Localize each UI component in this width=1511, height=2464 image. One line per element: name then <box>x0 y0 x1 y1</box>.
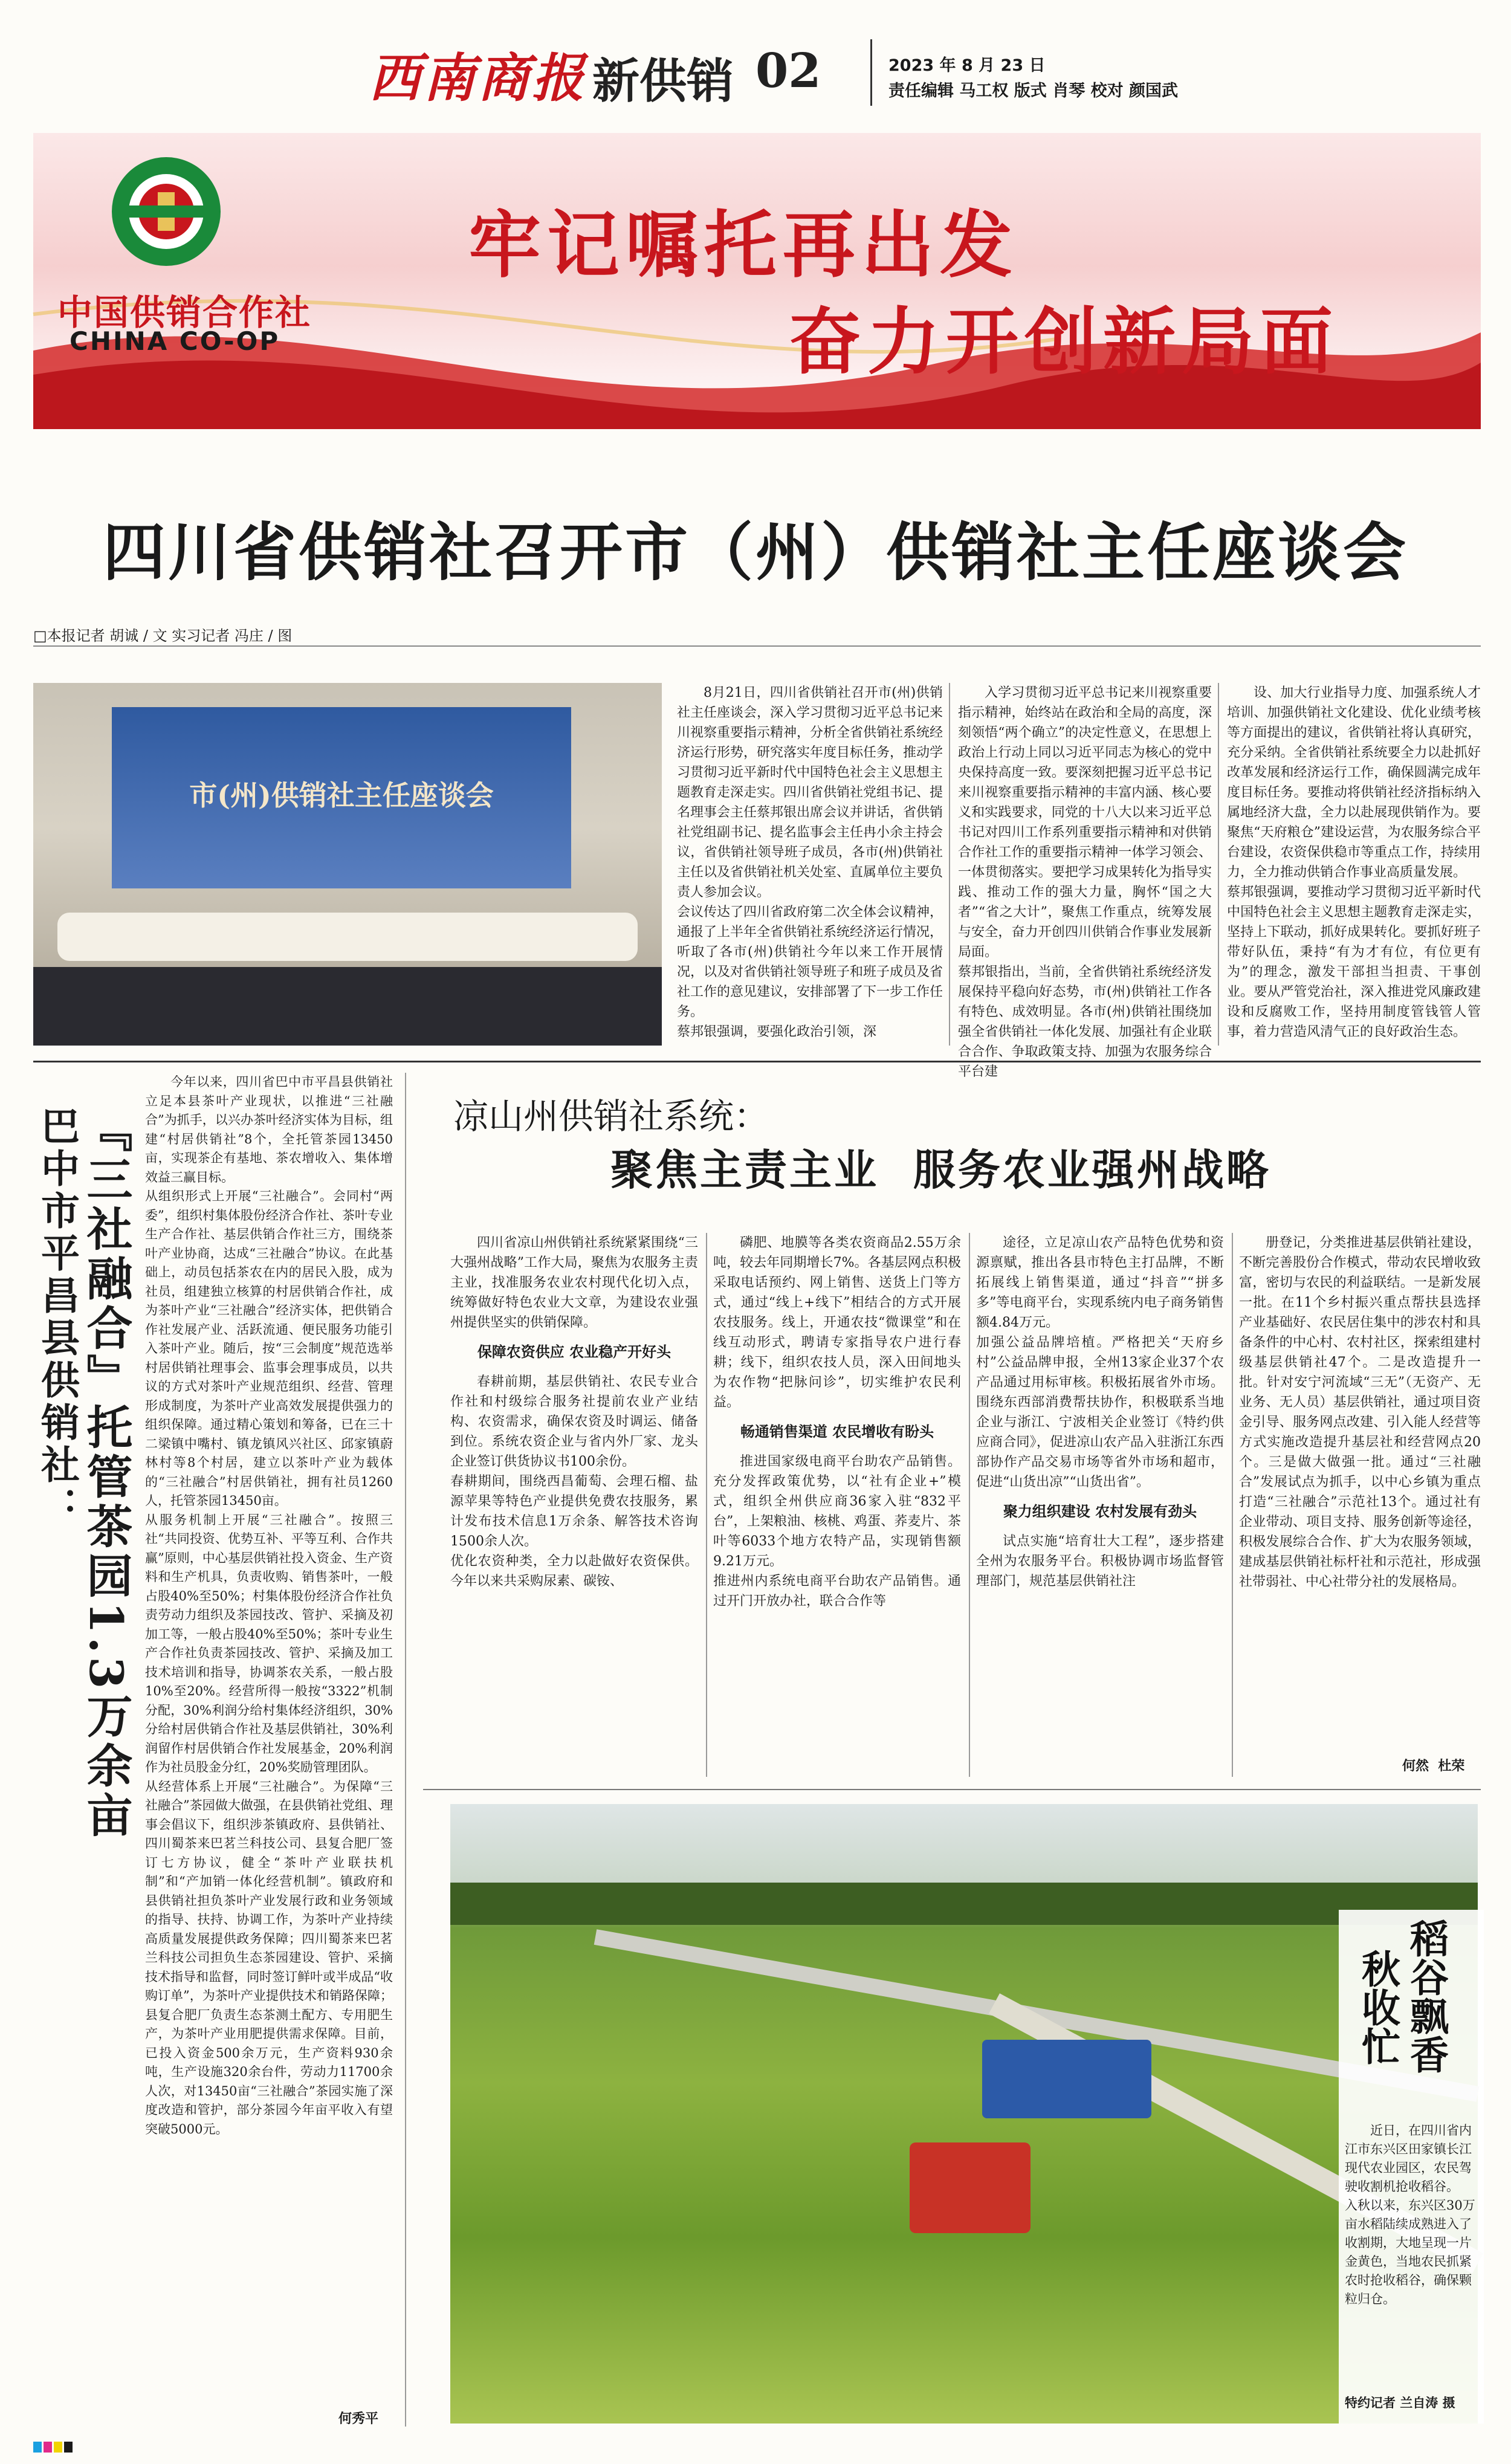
article3-col1-lead: 四川省凉山州供销社系统紧紧围绕“三大强州战略”工作大局，聚焦为农服务主责主业，找准服务农业农村现代化切入点，统筹做好特色农业大文章，为建设农业强州提供坚实的供销保障。 <box>450 1235 698 1330</box>
article3-col1-rest: 春耕前期，基层供销社、农民专业合作社和村级综合服务社提前农业产业结构、农资需求，确保农资及时调运、储备到位。系统农资企业与省内外厂家、龙头企业签订供货协议书100余份。 春耕期间，围绕西昌葡萄、会理石榴、盐源苹果等特色产业提供免费农技服务，累计发布技术信息1万余条、解答技术咨询1500余人次。 优化农资种类，全力以赴做好农资保供。今年以来共采购尿素、碳铵、 <box>450 1374 698 1589</box>
article3-subhead-2: 畅通销售渠道 农民增收有盼头 <box>740 1423 934 1440</box>
photo-story-author: 特约记者 兰自涛 摄 <box>1345 2396 1455 2410</box>
section-name: 新供销 <box>592 54 734 109</box>
article3-subhead-1: 保障农资供应 农业稳产开好头 <box>477 1344 671 1360</box>
divider <box>949 683 950 1046</box>
color-mark-magenta <box>44 2442 52 2453</box>
logo-english: CHINA CO-OP <box>70 326 280 356</box>
harvest-photo <box>450 1804 1478 2424</box>
color-mark-cyan <box>33 2442 42 2453</box>
photo-story-title-b: 秋收忙 <box>1355 1949 1400 2065</box>
color-mark-yellow <box>54 2442 62 2453</box>
banner <box>33 133 1481 429</box>
article1-photo <box>33 683 662 1046</box>
vertical-divider <box>870 39 872 106</box>
rule <box>33 645 1481 647</box>
photo-story-title-a: 稻谷飘香 <box>1403 1919 1449 2074</box>
photo-road <box>450 1804 1478 2424</box>
page-number: 02 <box>756 44 821 99</box>
photo-table-front <box>33 967 662 1046</box>
editors: 责任编辑 马工权 版式 肖琴 校对 颜国武 <box>888 82 1178 100</box>
masthead <box>0 0 1511 121</box>
photo-screen-caption: 市(州)供销社主任座谈会 <box>189 779 494 812</box>
article3-col4: 册登记，分类推进基层供销社建设，不断完善股份合作模式，带动农民增收致富，密切与农民的利益联结。一是新发展一批。在11个乡村振兴重点帮扶县选择产业基础好、农民居住集中的涉农村和具备条件的中心村、农村社区，探索组建村级基层供销社47个。二是改造提升一批。针对安宁河流域“三无”（无资产、无业务、无人员）基层供销社，通过项目资金引导、服务网点改建、引入能人经营等方式实施改造提升基层社和经营网点20个。三是做大做强一批。通过“三社融合”发展试点为抓手，以中心乡镇为重点打造“三社融合”示范社13个。通过社有企业带动、项目支持、服务创新等途径，积极发展综合合作、扩大为农服务领域，建成基层供销社标杆社和示范社，形成强社带弱社、中心社带分社的发展格局。 <box>1239 1235 1481 1589</box>
color-mark-black <box>64 2442 73 2453</box>
photo-story-text: 近日，在四川省内江市东兴区田家镇长江现代农业园区，农民驾驶收割机抢收稻谷。 入秋以来，东兴区30万亩水稻陆续成熟进入了收割期，大地呈现一片金黄色，当地农民抓紧农时抢收稻谷，确保颗粒归仓。 <box>1345 2123 1475 2306</box>
slogan-line-2: 奋力开创新局面 <box>789 299 1339 384</box>
divider <box>706 1233 707 1777</box>
photo-harvester <box>910 2142 1031 2233</box>
article3-col2-lead: 磷肥、地膜等各类农资商品2.55万余吨，较去年同期增长7%。各基层网点积极采取电话预约、网上销售、送货上门等方式，通过“线上+线下”相结合的方式开展农技服务。线上，开通农技“微课堂”和在线互动形式，聘请专家指导农户进行春耕；线下，组织农技人员，深入田间地头为农作物“把脉问诊”，切实维护农民利益。 <box>713 1235 961 1410</box>
article3-col3 <box>976 1233 1224 1777</box>
logo-chinese: 中国供销合作社 <box>57 292 312 333</box>
photo-table <box>57 913 638 961</box>
article1-col2: 入学习贯彻习近平总书记来川视察重要指示精神，始终站在政治和全局的高度，深刻领悟“两个确立”的决定性意义，在思想上政治上行动上同以习近平同志为核心的党中央保持高度一致。要深刻把握习近平总书记来川视察重要指示精神的丰富内涵、核心要义和实践要求，同党的十八大以来习近平总书记对四川工作系列重要指示精神和对供销合作社工作的重要指示精神一体学习领会、一体贯彻落实。要把学习成果转化为指导实践、推动工作的强大力量，胸怀“国之大者”“省之大计”，聚焦工作重点，统筹发展与安全，奋力开创四川供销合作事业发展新局面。 蔡邦银指出，当前，全省供销社系统经济发展保持平稳向好态势，市(州)供销社工作各有特色、成效明显。各市(州)供销社围绕加强全省供销社一体化发展、加强社有企业联合合作、争取政策支持、加强为农服务综合平台建 <box>958 685 1212 1079</box>
divider <box>1218 683 1219 1046</box>
article3-author: 何然 杜荣 <box>1402 1759 1465 1774</box>
divider <box>1232 1233 1233 1777</box>
issue-date: 2023 年 8 月 23 日 <box>888 56 1046 75</box>
article2-kicker: 巴中市平昌县供销社： <box>34 1106 80 1529</box>
article2-text: 今年以来，四川省巴中市平昌县供销社立足本县茶叶产业现状，以推进“三社融合”为抓手，以兴办茶叶经济实体为目标，组建“村居供销社”8个，全托管茶园13450亩，实现茶企有基地、茶农增收入、集体增效益三赢目标。 从组织形式上开展“三社融合”。会同村“两委”，组织村集体股份经济合作社、茶叶专业生产合作社、基层供销合作社三方，围绕茶叶产业协商，达成“三社融合”协议。在此基础上，动员包括茶农在内的居民入股，成为社员，组建独立核算的村居供销合作社，成为茶叶产业“三社融合”经济实体，把供销合作社发展产业、活跃流通、便民服务功能引入茶叶产业。随后，按“三会制度”规范选举村居供销社理事会、监事会理事成员，以共议的方式对茶叶产业规范组织、经营、管理形成制度，为茶叶产业高效发展提供强力的组织保障。通过精心策划和筹备，已在三十二梁镇中嘴村、镇龙镇风兴社区、邱家镇蔚林村等8个村居，建立以茶叶产业为载体的“三社融合”村居供销社，拥有社员1260人，托管茶园13450亩。 从服务机制上开展“三社融合”。按照三社“共同投资、优势互补、平等互利、合作共赢”原则，中心基层供销社投入资金、生产资料和生产机具，负责收购、销售茶叶，一般占股40%至50%；村集体股份经济合作社负责劳动力组织及茶园技改、管护、采摘及初加工等，一般占股40%至50%；茶叶专业生产合作社负责茶园技改、管护、采摘及加工技术培训和指导，协调茶农关系，一般占股10%至20%。经营所得一般按“3322”机制分配，30%利润分给村集体经济组织，30%分给村居供销合作社及基层供销社，30%利润留作村居供销合作社发展基金，20%利润作为社员股金分红，20%奖励管理团队。 从经营体系上开展“三社融合”。为保障“三社融合”茶园做大做强，在县供销社党组、理事会倡议下，组织涉茶镇政府、县供销社、四川蜀茶来巴茗兰科技公司、县复合肥厂签订七方协议，健全“茶叶产业联扶机制”和“产加销一体化经营机制”。镇政府和县供销社担负茶叶产业发展行政和业务领域的指导、扶持、协调工作，为茶叶产业持续高质量发展提供政务保障；四川蜀茶来巴茗兰科技公司担负生态茶园建设、管护、采摘技术指导和监督，同时签订鲜叶或半成品“收购订单”，为茶叶产业提供技术和销路保障；县复合肥厂负责生态茶测土配方、专用肥生产，为茶叶产业用肥提供需求保障。目前，已投入资金500余万元，生产资料930余吨，生产设施320余台件，劳动力11700余人次，对13450亩“三社融合”茶园实施了深度改造和管护，部分茶园今年亩平收入有望突破5000元。 <box>145 1075 393 2136</box>
article1-col1: 8月21日，四川省供销社召开市(州)供销社主任座谈会，深入学习贯彻习近平总书记来川视察重要指示精神，分析全省供销社系统经济运行形势，研究落实年度目标任务，推动学习贯彻习近平新时代中国特色社会主义思想主题教育走深走实。四川省供销社党组书记、提名理事会主任蔡邦银出席会议并讲话，省供销社党组副书记、提名监事会主任冉小余主持会议，省供销社领导班子成员，各市(州)供销社主任以及省供销社机关处室、直属单位主要负责人参加会议。 会议传达了四川省政府第二次全体会议精神，通报了上半年全省供销社系统经济运行情况，听取了各市(州)供销社今年以来工作开展情况，以及对省供销社领导班子和班子成员及省社工作的意见建议，安排部署了下一步工作任务。 蔡邦银强调，要强化政治引领，深 <box>677 685 943 1040</box>
article3-col2 <box>713 1233 961 1777</box>
article3-col3-lead: 途径，立足凉山农产品特色优势和资源禀赋，推出各县市特色主打品牌，不断拓展线上销售渠道，通过“抖音”“拼多多”等电商平台，实现系统内电子商务销售额4.84万元。 加强公益品牌培植。严格把关“天府乡村”公益品牌申报，全州13家企业37个农产品通过用标审核。积极拓展省外市场。围绕东西部消费帮扶协作，积极联系当地企业与浙江、宁波相关企业签订《特约供应商合同》，促进凉山农产品入驻浙江东西部协作产品交易市场等省外市场和超市，促进“山货出凉”“山货出省”。 <box>976 1235 1224 1490</box>
divider <box>969 1233 970 1777</box>
article1-col3: 设、加大行业指导力度、加强系统人才培训、加强供销社文化建设、优化业绩考核等方面提出的建议，省供销社将认真研究，充分采纳。全省供销社系统要全力以赴抓好改革发展和经济运行工作，确保圆满完成年度目标任务。要推动将供销社经济指标纳入属地经济大盘，全力以赴展现供销作为。要聚焦“天府粮仓”建设运营，为农服务综合平台建设，农资保供稳市等重点工作，持续用力，全力推动供销合作事业高质量发展。 蔡邦银强调，要推动学习贯彻习近平新时代中国特色社会主义思想主题教育走深走实，坚持上下联动，抓好成果转化。要抓好班子带好队伍，秉持“有为才有位，有位更有为”的理念，激发干部担当担责、干事创业。要从严管党治社，深入推进党风廉政建设和反腐败工作，坚持用制度管钱管人管事，着力营造风清气正的良好政治生态。 <box>1227 685 1481 1040</box>
article3-title-line2: 聚焦主责主业 服务农业强州战略 <box>610 1145 1271 1195</box>
rule <box>33 1061 1481 1062</box>
article3-title-line1: 凉山州供销社系统： <box>453 1096 769 1137</box>
article2-title: 『三社融合』托管茶园1.3万余亩 <box>79 1106 133 1842</box>
article3-subhead-3: 聚力组织建设 农村发展有劲头 <box>1003 1503 1197 1520</box>
article3-col1 <box>450 1233 698 1777</box>
photo-truck <box>982 2040 1151 2118</box>
rule <box>423 1789 1481 1790</box>
article2-author: 何秀平 <box>338 2411 379 2427</box>
slogan-line-1: 牢记嘱托再出发 <box>468 202 1018 288</box>
paper-name: 西南商报 <box>369 48 586 109</box>
article1-byline: □本报记者 胡诚 / 文 实习记者 冯庄 / 图 <box>33 627 293 644</box>
china-coop-logo-icon <box>100 145 233 278</box>
article3-col3-rest: 试点实施“培育壮大工程”，逐步搭建全州为农服务平台。积极协调市场监督管理部门，规范基层供销社注 <box>976 1534 1224 1589</box>
divider <box>405 1073 406 2427</box>
article1-title: 四川省供销社召开市（州）供销社主任座谈会 <box>102 515 1408 589</box>
article3-col2-rest: 推进国家级电商平台助农产品销售。充分发挥政策优势，以“社有企业+”模式，组织全州供应商36家入驻“832平台”，上架粮油、核桃、鸡蛋、荞麦片、茶叶等6033个地方农特产品，实现销售额9.21万元。 推进州内系统电商平台助农产品销售。通过开门开放办社，联合合作等 <box>713 1454 961 1609</box>
